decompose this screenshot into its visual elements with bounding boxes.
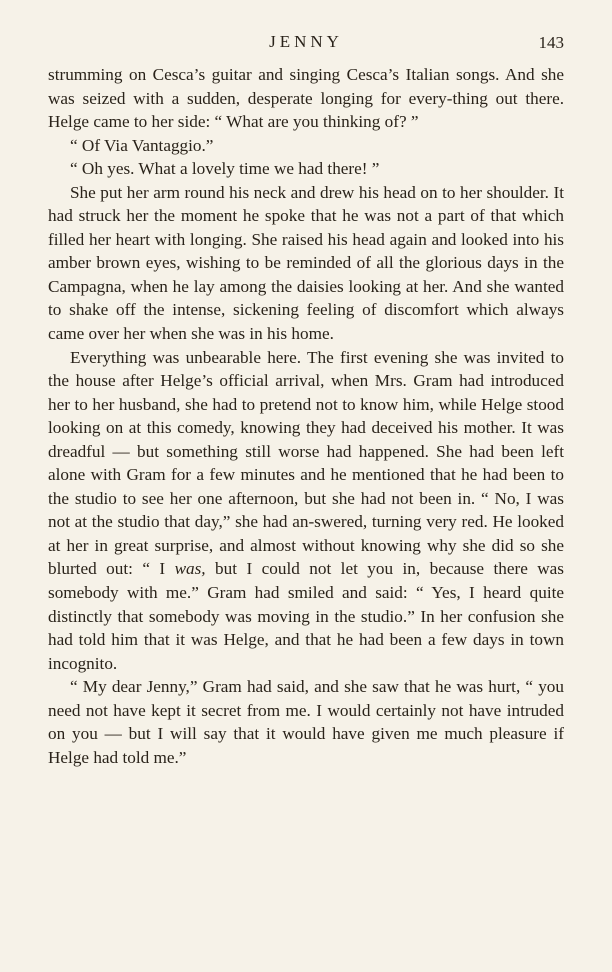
body-text [48, 63, 564, 769]
page-number: 143 [538, 33, 564, 52]
paragraph-text: Everything was unbearable here. The first evening she was invited to the house after Helge’s official arrival, when Mrs. Gram had introduced her to her husband, she had to pretend not to know him, while Helge stood looking on at this comedy, knowing they had deceived his mother. It was dreadful — but something still worse had happened. She had been left alone with Gram for a few minutes and he mentioned that he had been to the studio to see her one afternoon, but she had not been in. “ No, I was not at the studio that day,” she had an-swered, turning very red. He looked at her in great surprise, and almost without knowing why she did so she blurted out: “ I [48, 347, 564, 579]
running-title: JENNY [269, 32, 343, 51]
paragraph [48, 346, 564, 676]
dialogue-line: “ Of Via Vantaggio.” [70, 135, 214, 155]
paragraph-continuation: strumming on Cesca’s guitar and singing Cesca’s Italian songs. And she was seized with a sudden, desperate longing for every-thing out there. Helge came to her side: “ What are you thinking of? ” [48, 65, 564, 132]
running-header [48, 32, 564, 56]
paragraph: “ My dear Jenny,” Gram had said, and she saw that he was hurt, “ you need not have kept it secret from me. I would certainly not have intruded on you — but I will say that it would have given me much pleasure if Helge had told me.” [48, 677, 564, 767]
paragraph: She put her arm round his neck and drew his head on to her shoulder. It had struck her the moment he spoke that he was not a part of that which filled her heart with longing. She raised his head again and looked into his amber brown eyes, wishing to be reminded of all the glorious days in the Campagna, when he lay among the daisies looking at her. And she wanted to shake off the intense, sickening feeling of discomfort which always came over her when she was in his home. [48, 182, 564, 344]
dialogue-line: “ Oh yes. What a lovely time we had there! ” [70, 159, 380, 179]
paragraph-text: but I could not let you in, because there was somebody with me.” Gram had smiled and said: “ Yes, I heard quite distinctly that somebody was moving in the studio.” In her confusion she had told him that it was Helge, and that he had been a few days in town incognito. [48, 559, 564, 673]
emphasis-text: was, [174, 559, 206, 579]
